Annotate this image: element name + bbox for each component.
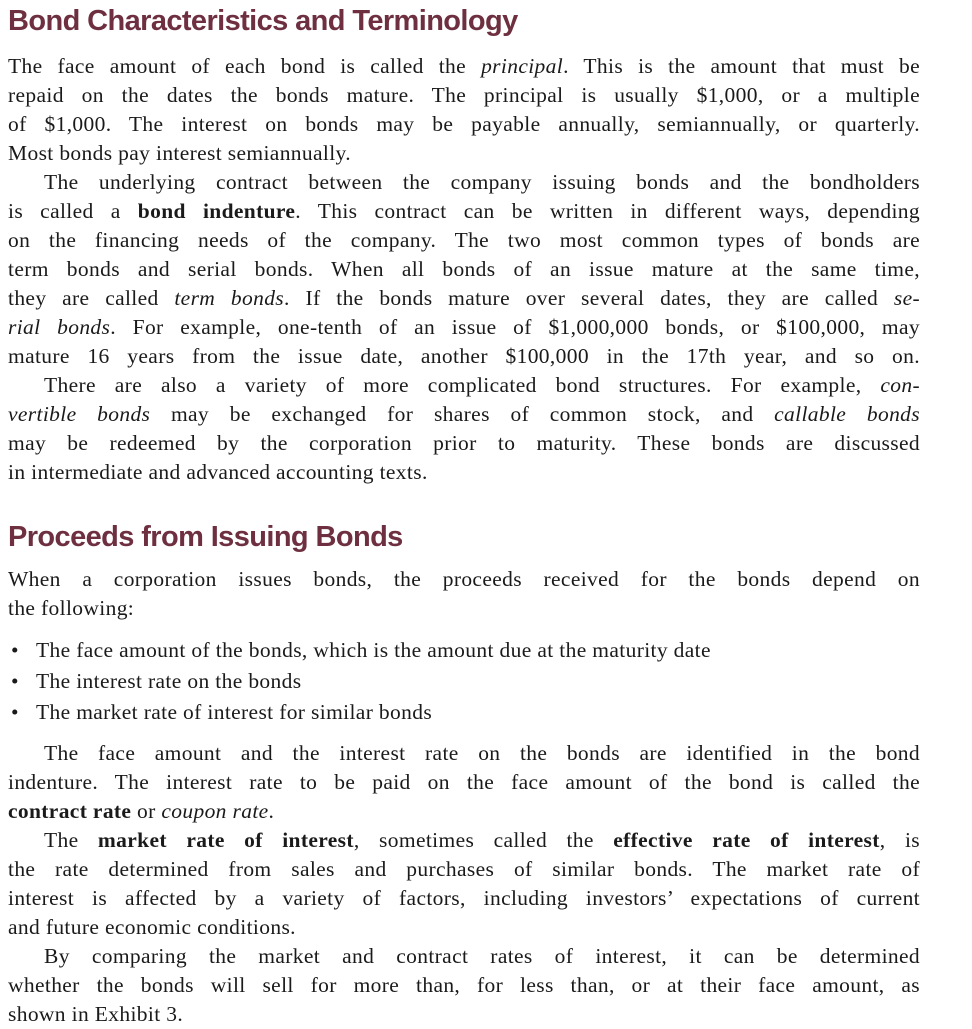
text-run: the rate determined from sales and purchases of similar bonds. The market rate of: [8, 857, 920, 881]
bullet-icon: •: [11, 700, 19, 724]
list-item: [8, 635, 920, 666]
text-run: or: [131, 799, 162, 823]
italic-term: vertible bonds: [8, 402, 151, 426]
list-item: [8, 666, 920, 697]
list-item-text: The market rate of interest for similar bonds: [36, 700, 433, 724]
text-line: [8, 81, 920, 110]
text-run: may be redeemed by the corporation prior to maturity. These bonds are discussed: [8, 431, 920, 455]
text-run: . For example, one-tenth of an issue of $1,000,000 bonds, or $100,000, may: [110, 315, 920, 339]
paragraph: [8, 371, 920, 487]
text-run: whether the bonds will sell for more than, for less than, or at their face amount, as: [8, 973, 920, 997]
italic-term: se-: [893, 286, 920, 310]
italic-term: term bonds: [174, 286, 285, 310]
text-run: The face amount and the interest rate on the bonds are identified in the bond: [44, 741, 920, 765]
proceeds-factors-list: [8, 635, 920, 728]
bullet-icon: •: [11, 669, 19, 693]
text-line: [8, 313, 920, 342]
text-line: [8, 797, 920, 826]
bold-term: bond indenture: [137, 199, 296, 223]
text-run: . If the bonds mature over several dates, they are called: [284, 286, 894, 310]
text-run: . This contract can be written in different ways, depending: [295, 199, 920, 223]
text-run: may be exchanged for shares of common stock, and: [150, 402, 775, 426]
text-run: term bonds and serial bonds. When all bonds of an issue mature at the same time,: [8, 257, 920, 281]
text-run: , sometimes called the: [353, 828, 614, 852]
text-line: [8, 739, 920, 768]
italic-term: callable bonds: [774, 402, 921, 426]
text-line: [8, 110, 920, 139]
text-run: they are called: [8, 286, 175, 310]
text-run: . This is the amount that must be: [563, 54, 921, 78]
text-run: There are also a variety of more complicated bond structures. For example,: [44, 373, 881, 397]
paragraph: [8, 942, 920, 1029]
text-line: [8, 226, 920, 255]
text-run: By comparing the market and contract rates of interest, it can be determined: [44, 944, 920, 968]
text-run: interest is affected by a variety of factors, including investors’ expectations of current: [8, 886, 920, 910]
text-line: [8, 400, 920, 429]
paragraph: [8, 565, 920, 623]
paragraph: [8, 52, 920, 168]
proceeds-body: [8, 739, 920, 1029]
text-line: [8, 52, 920, 81]
list-item-text: The face amount of the bonds, which is the amount due at the maturity date: [36, 638, 711, 662]
text-line: [8, 284, 920, 313]
text-run: the following:: [8, 596, 135, 620]
text-line: [8, 458, 920, 487]
proceeds-intro: [8, 565, 920, 623]
paragraph: [8, 739, 920, 826]
text-run: indenture. The interest rate to be paid on the face amount of the bond is called the: [8, 770, 920, 794]
text-run: .: [268, 799, 275, 823]
text-line: [8, 971, 920, 1000]
text-line: [8, 168, 920, 197]
text-run: of $1,000. The interest on bonds may be payable annually, semiannually, or quarterly.: [8, 112, 920, 136]
text-run: and future economic conditions.: [8, 915, 296, 939]
text-line: [8, 139, 920, 168]
italic-term: rial bonds: [8, 315, 111, 339]
bold-term: market rate of interest: [97, 828, 354, 852]
text-run: in intermediate and advanced accounting texts.: [8, 460, 428, 484]
text-line: [8, 913, 920, 942]
text-run: repaid on the dates the bonds mature. The principal is usually $1,000, or a multiple: [8, 83, 920, 107]
text-line: [8, 197, 920, 226]
text-line: [8, 855, 920, 884]
text-run: When a corporation issues bonds, the proceeds received for the bonds depend on: [8, 567, 920, 591]
text-line: [8, 594, 920, 623]
text-line: [8, 429, 920, 458]
text-run: on the financing needs of the company. The two most common types of bonds are: [8, 228, 920, 252]
bold-term: contract rate: [8, 799, 132, 823]
text-line: [8, 826, 920, 855]
italic-term: coupon rate: [161, 799, 269, 823]
text-run: is called a: [8, 199, 138, 223]
text-run: mature 16 years from the issue date, another $100,000 in the 17th year, and so on.: [8, 344, 920, 368]
text-line: [8, 371, 920, 400]
section-heading-bond-characteristics: Bond Characteristics and Terminology: [8, 5, 518, 37]
text-line: [8, 768, 920, 797]
paragraph: [8, 168, 920, 371]
text-run: The: [44, 828, 98, 852]
text-run: The underlying contract between the company issuing bonds and the bondholders: [44, 170, 920, 194]
bullet-icon: •: [11, 638, 19, 662]
section-heading-proceeds: Proceeds from Issuing Bonds: [8, 521, 403, 553]
italic-term: con-: [880, 373, 920, 397]
text-line: [8, 565, 920, 594]
text-run: , is: [879, 828, 920, 852]
text-line: [8, 342, 920, 371]
paragraph: [8, 826, 920, 942]
bold-term: effective rate of interest: [613, 828, 880, 852]
list-item-text: The interest rate on the bonds: [36, 669, 302, 693]
text-line: [8, 942, 920, 971]
document-page: [8, 0, 920, 1029]
bond-characteristics-body: [8, 52, 920, 487]
text-run: The face amount of each bond is called the: [8, 54, 482, 78]
text-line: [8, 884, 920, 913]
text-line: [8, 255, 920, 284]
text-run: Most bonds pay interest semiannually.: [8, 141, 351, 165]
italic-term: principal: [481, 54, 564, 78]
list-item: [8, 697, 920, 728]
text-line: [8, 1000, 920, 1029]
text-run: shown in Exhibit 3.: [8, 1002, 184, 1026]
